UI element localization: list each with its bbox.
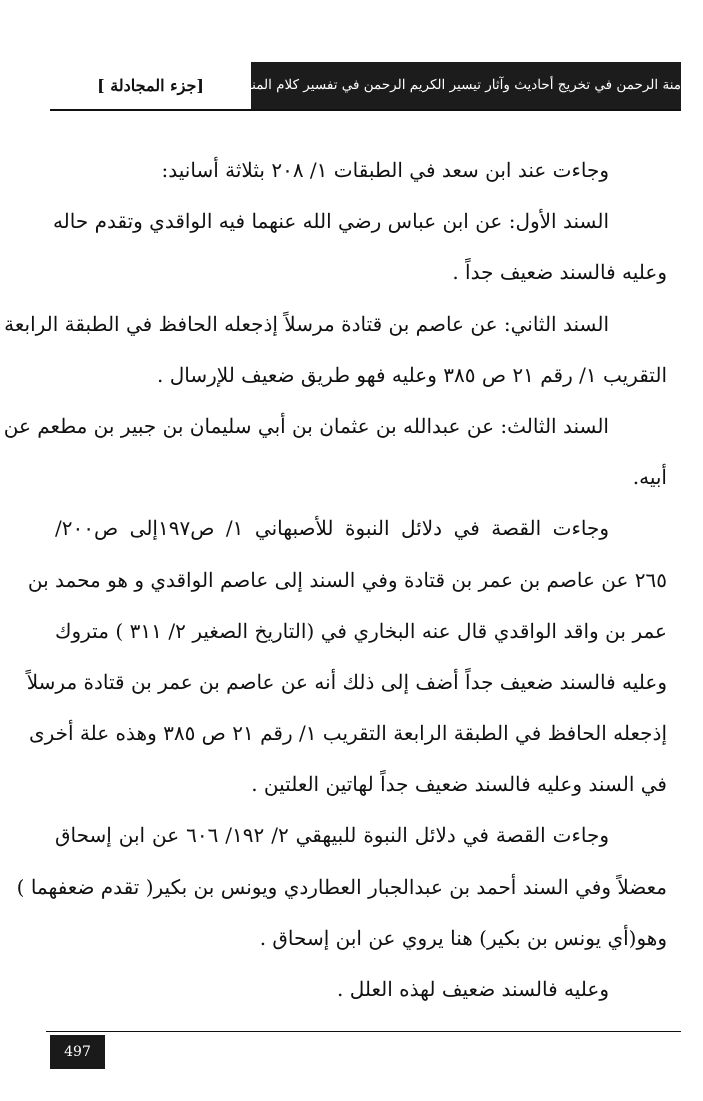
text-line: وجاءت القصة في دلائل النبوة للبيهقي ٢/ ١٩٢/ ٦٠٦ عن ابن إسحاق — [55, 823, 609, 848]
text-line: معضلاً وفي السند أحمد بن عبدالجبار العطاردي ويونس بن بكير( تقدم ضعفهما ) — [16, 874, 667, 899]
text-line: وهو(أي يونس بن بكير) هنا يروي عن ابن إسحاق . — [259, 925, 667, 950]
text-line: التقريب ١/ رقم ٢١ ص ٣٨٥ وعليه فهو طريق ضعيف للإرسال . — [157, 362, 667, 387]
text-line: وجاءت عند ابن سعد في الطبقات ١/ ٢٠٨ بثلاثة أسانيد: — [161, 158, 609, 182]
footer-rule — [46, 1031, 681, 1032]
text-line: السند الأول: عن ابن عباس رضي الله عنهما فيه الواقدي وتقدم حاله — [52, 209, 609, 234]
page-number: 497 — [50, 1035, 105, 1069]
text-line: وعليه فالسند ضعيف لهذه العلل . — [337, 977, 609, 1001]
part-label: [جزء المجادلة ] — [97, 76, 204, 95]
text-line: إذجعله الحافظ في الطبقة الرابعة التقريب ١/ رقم ٢١ ص ٣٨٥ وهذه علة أخرى — [28, 721, 667, 746]
text-line: وعليه فالسند ضعيف جداً . — [452, 260, 667, 285]
page-footer — [46, 1027, 681, 1071]
text-line: عمر بن واقد الواقدي قال عنه البخاري في (التاريخ الصغير ٢/ ٣١١ ) متروك — [55, 618, 667, 643]
text-line: السند الثالث: عن عبدالله بن عثمان بن أبي سليمان بن جبير بن مطعم عن — [3, 413, 609, 438]
text-line: أبيه. — [632, 465, 667, 490]
text-line: وجاءت القصة في دلائل النبوة للأصبهاني ١/ ص١٩٧إلى ص٢٠٠/ — [55, 516, 609, 541]
page-header — [50, 56, 681, 116]
text-line: وعليه فالسند ضعيف جداً أضف إلى ذلك أنه عن عاصم بن عمر بن قتادة مرسلاً — [26, 669, 667, 694]
page-body — [3, 145, 667, 1015]
book-title-banner: منة الرحمن في تخريج أحاديث وآثار تيسير الكريم الرحمن في تفسير كلام المنان — [251, 62, 681, 109]
text-line: في السند وعليه فالسند ضعيف جداً لهاتين العلتين . — [251, 772, 667, 797]
header-rule — [50, 109, 681, 111]
text-line: السند الثاني: عن عاصم بن قتادة مرسلاً إذجعله الحافظ في الطبقة الرابعة — [4, 311, 609, 336]
text-line: ٢٦٥ عن عاصم بن عمر بن قتادة وفي السند إلى عاصم الواقدي و هو محمد بن — [27, 567, 667, 592]
